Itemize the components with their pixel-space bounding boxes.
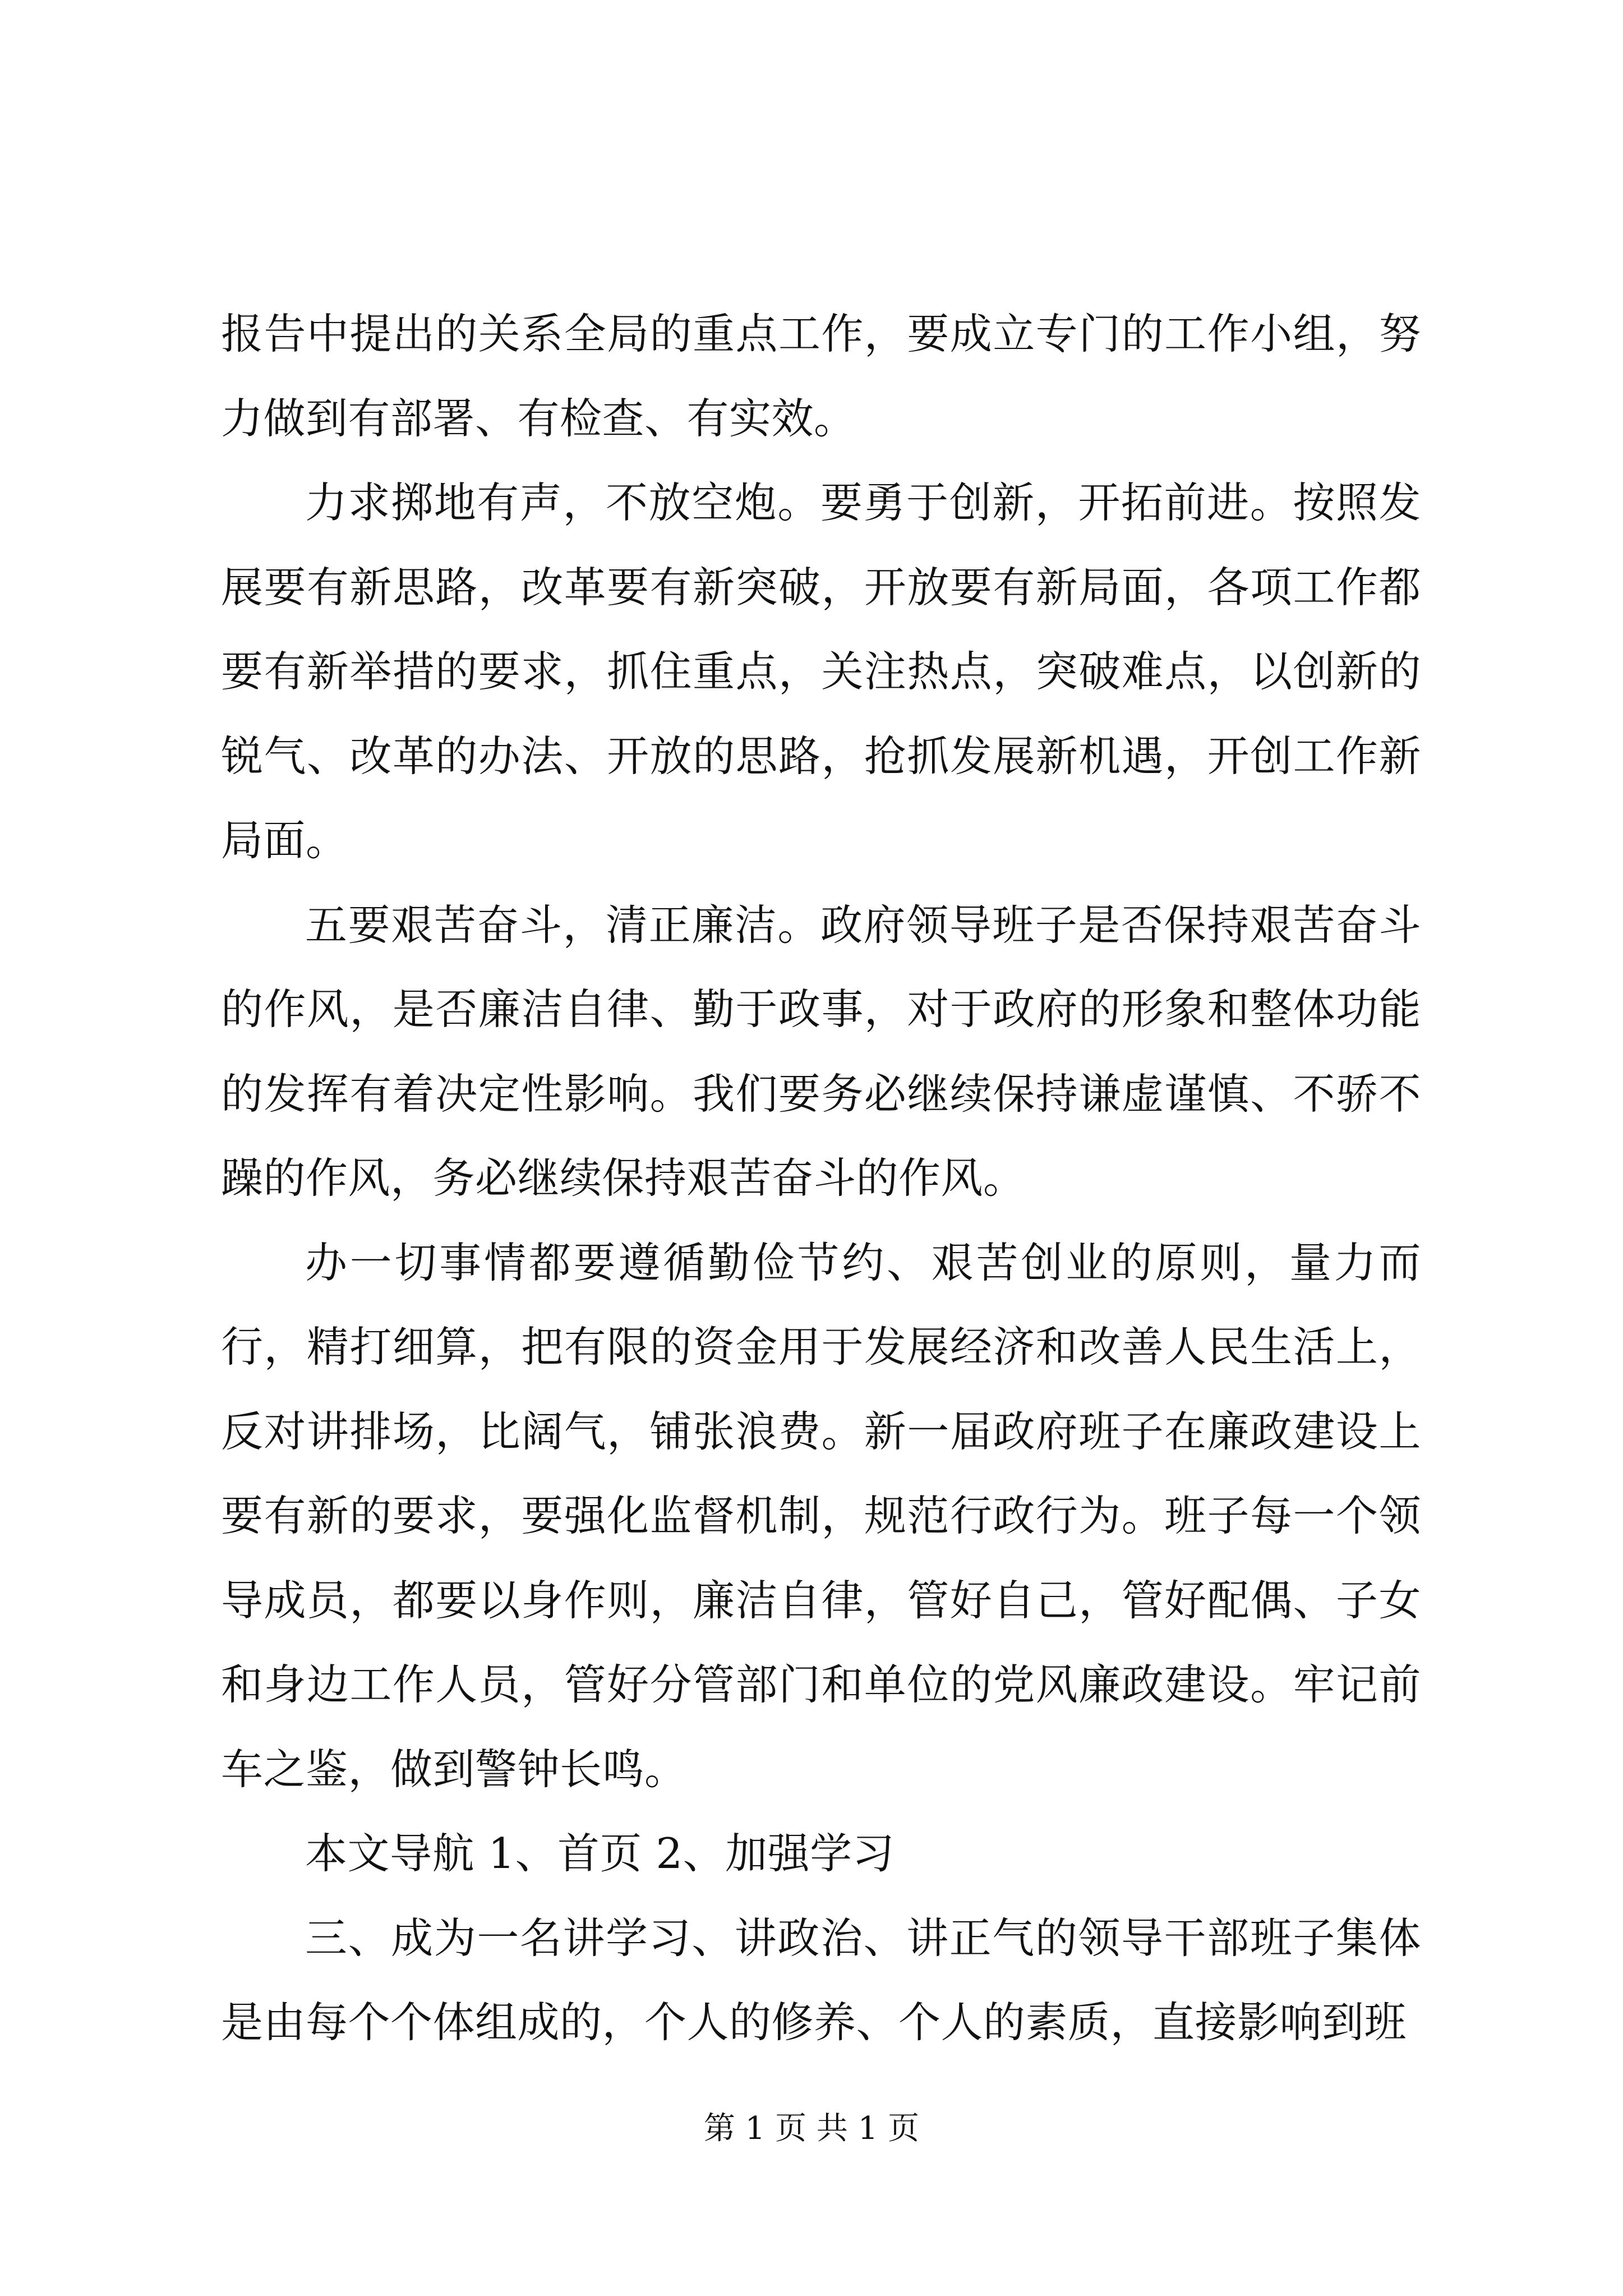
paragraph-frugality: 办一切事情都要遵循勤俭节约、艰苦创业的原则，量力而行，精打细算，把有限的资金用于发展经济和改善人民生活上，反对讲排场，比阔气，铺张浪费。新一届政府班子在廉政建设上要有新的要求，要强化监督机制，规范行政行为。班子每一个领导成员，都要以身作则，廉洁自律，管好自己，管好配偶、子女和身边工作人员，管好分管部门和单位的党风廉政建设。牢记前车之鉴，做到警钟长鸣。 [221, 1237, 1421, 1794]
article-navigation: 本文导航 1、首页 2、加强学习 [305, 1829, 895, 1878]
paragraph-section-three: 三、成为一名讲学习、讲政治、讲正气的领导干部班子集体是由每个个体组成的，个人的修养、个人的素质，直接影响到班 [221, 1913, 1421, 2047]
paragraph-hard-work-integrity: 五要艰苦奋斗，清正廉洁。政府领导班子是否保持艰苦奋斗的作风，是否廉洁自律、勤于政事，对于政府的形象和整体功能的发挥有着决定性影响。我们要务必继续保持谦虚谨慎、不骄不躁的作风，务必继续保持艰苦奋斗的作风。 [221, 900, 1421, 1203]
paragraph-innovation: 力求掷地有声，不放空炮。要勇于创新，开拓前进。按照发展要有新思路，改革要有新突破，开放要有新局面，各项工作都要有新举措的要求，抓住重点，关注热点，突破难点，以创新的锐气、改革的办法、开放的思路，抢抓发展新机遇，开创工作新局面。 [221, 478, 1421, 865]
document-body [221, 292, 1421, 2065]
page-footer: 第 1 页 共 1 页 [703, 2110, 920, 2147]
paragraph-continued: 报告中提出的关系全局的重点工作，要成立专门的工作小组，努力做到有部署、有检查、有实效。 [221, 309, 1421, 443]
